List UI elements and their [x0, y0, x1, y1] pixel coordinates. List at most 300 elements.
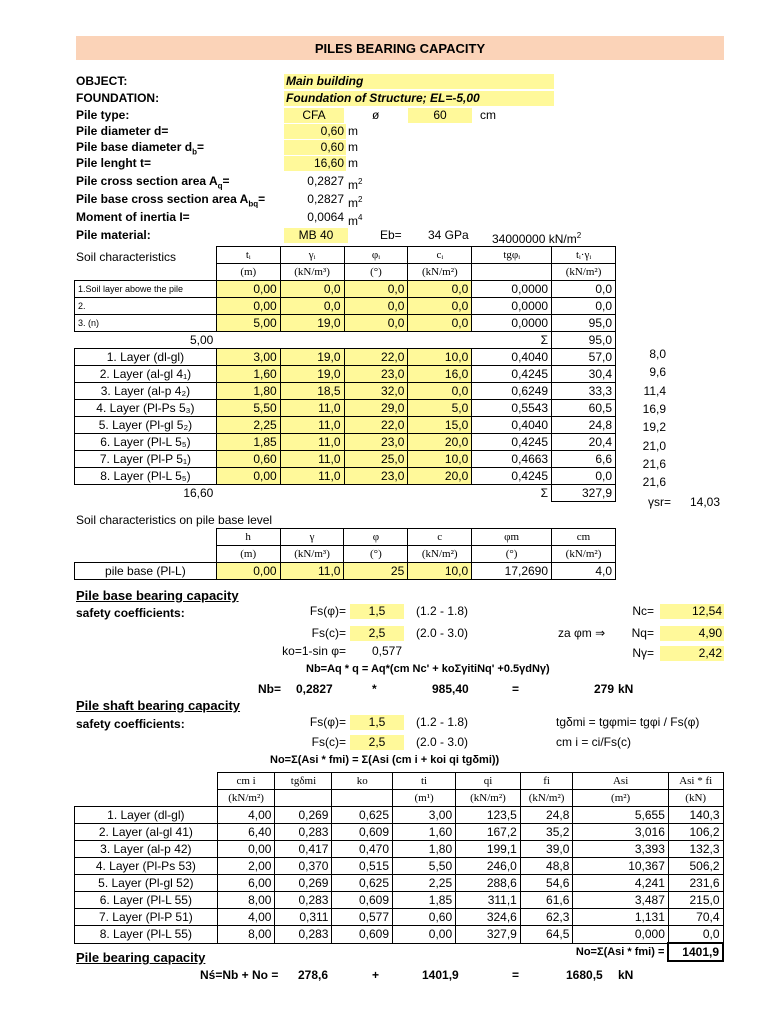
table-cell: 0,283	[275, 892, 332, 909]
base-level-label: Soil characteristics on pile base level	[76, 513, 273, 527]
shaft-unit-q: (kN/m²)	[456, 790, 521, 807]
table-cell: 0,417	[275, 841, 332, 858]
table-cell: 0,4245	[472, 366, 552, 383]
table-row	[75, 400, 616, 417]
base-row-phi: 25	[344, 563, 408, 580]
pile-type-unit: cm	[480, 108, 496, 122]
cross-area-unit: $m^2$	[348, 177, 363, 192]
base-unit-g: (kN/m³)	[280, 546, 344, 563]
page-title: PILES BEARING CAPACITY	[76, 36, 724, 60]
base-header-g: γ	[280, 529, 344, 546]
soil-sum-t: 16,60	[183, 486, 214, 501]
row-label: 6. Layer (Pl-L 55)	[75, 892, 218, 909]
pile-length-unit: m	[348, 156, 358, 170]
soil-header-phi: φᵢ	[344, 247, 408, 264]
table-cell: 0,60	[216, 451, 280, 468]
pile-length-value: 16,60	[284, 156, 346, 171]
table-cell: 0,4040	[472, 349, 552, 366]
base-row-g: 11,0	[280, 563, 344, 580]
table-cell: 24,8	[520, 807, 573, 824]
base-row-h: 0,00	[216, 563, 280, 580]
shaft-capacity-title: Pile shaft bearing capacity	[76, 698, 241, 713]
soil-top-sum-t: 5,00	[189, 333, 214, 347]
row-label: 6. Layer (Pl-L 5₅)	[75, 434, 217, 451]
row-label: 4. Layer (Pl-Ps 5₃)	[75, 400, 217, 417]
shaft-unit-asf: (kN)	[668, 790, 723, 807]
table-cell: 0,0	[552, 281, 616, 298]
nb-formula: Nb=Aq * q = Aq*(cm Nc' + koΣγitiNq' +0.5γdNγ)	[306, 663, 550, 675]
row-label: 8. Layer (Pl-L 5₅)	[75, 468, 217, 485]
inertia-value: 0,0064	[307, 210, 344, 224]
table-row	[75, 468, 616, 485]
shaft-header-ko: ko	[332, 773, 393, 790]
table-cell: 0,269	[275, 807, 332, 824]
table-cell: 0,4245	[472, 434, 552, 451]
table-cell: 123,5	[456, 807, 521, 824]
table-cell: 25,0	[344, 451, 408, 468]
pile-type-diameter: 60	[408, 108, 472, 123]
table-row	[75, 434, 616, 451]
table-cell: 35,2	[520, 824, 573, 841]
total-nb: 278,6	[298, 968, 329, 982]
table-cell: 0,000	[573, 926, 669, 944]
table-row	[75, 892, 724, 909]
shaft-fs-phi-value: 1,5	[350, 715, 404, 730]
table-cell: 5,50	[393, 858, 456, 875]
table-cell: 0,6249	[472, 383, 552, 400]
table-cell: 0,370	[275, 858, 332, 875]
shaft-unit-as: (m²)	[573, 790, 669, 807]
ny-value: 2,42	[660, 646, 724, 661]
table-cell: 6,00	[217, 875, 275, 892]
table-cell: 506,2	[668, 858, 723, 875]
table-cell: 106,2	[668, 824, 723, 841]
table-cell: 0,0	[280, 298, 344, 315]
table-cell: 22,0	[344, 349, 408, 366]
table-cell: 30,4	[552, 366, 616, 383]
table-cell: 0,0	[668, 926, 723, 944]
table-cell: 5,0	[408, 400, 472, 417]
layer-extra-value: 21,0	[642, 438, 666, 453]
table-cell: 62,3	[520, 909, 573, 926]
table-cell: 8,00	[217, 926, 275, 944]
table-cell: 1,85	[393, 892, 456, 909]
table-cell: 0,0	[344, 315, 408, 332]
table-cell: 64,5	[520, 926, 573, 944]
nb-equals: =	[512, 682, 520, 696]
table-cell: 215,0	[668, 892, 723, 909]
nb-value: 279	[593, 682, 614, 696]
base-fs-c-value: 2,5	[350, 626, 404, 641]
base-row-c: 10,0	[408, 563, 472, 580]
nb-aq: 0,2827	[296, 682, 333, 696]
eb-value-kn: 34000000 $kN/m^2$	[492, 231, 582, 246]
table-cell: 0,00	[216, 281, 280, 298]
shaft-header-as: Asi	[573, 773, 669, 790]
shaft-header-q: qi	[456, 773, 521, 790]
pile-base-diameter-value: 0,60	[284, 140, 346, 155]
object-label: OBJECT:	[76, 74, 128, 88]
total-unit: kN	[618, 968, 634, 982]
soil-header-c: cᵢ	[408, 247, 472, 264]
table-row	[75, 824, 724, 841]
layer-extra-value: 11,4	[643, 383, 666, 398]
table-cell: 0,283	[275, 824, 332, 841]
base-unit-phi: (°)	[344, 546, 408, 563]
soil-unit-t: (m)	[216, 264, 280, 281]
table-row	[75, 298, 616, 315]
soil-header-g: γᵢ	[280, 247, 344, 264]
base-capacity-title: Pile base bearing capacity	[76, 588, 239, 603]
table-cell: 39,0	[520, 841, 573, 858]
table-cell: 22,0	[344, 417, 408, 434]
layer-extra-value: 21,6	[642, 456, 666, 471]
soil-top-sum-symbol: Σ	[540, 333, 549, 347]
foundation-label: FOUNDATION:	[76, 91, 160, 105]
total-equals: =	[512, 968, 520, 982]
table-row	[75, 366, 616, 383]
base-header-cm: cm	[552, 529, 616, 546]
row-label: 2. Layer (al-gl 4₁)	[75, 366, 217, 383]
ny-label: Nγ=	[632, 646, 654, 660]
table-cell: 2,25	[216, 417, 280, 434]
pile-diameter-label: Pile diameter d=	[76, 124, 169, 138]
table-cell: 0,609	[332, 824, 393, 841]
table-cell: 24,8	[552, 417, 616, 434]
table-row	[75, 926, 724, 944]
row-label: 5. Layer (Pl-gl 52)	[75, 875, 218, 892]
shaft-unit-tgd	[275, 790, 332, 807]
pile-type-label: Pile type:	[76, 108, 130, 122]
table-cell: 0,0	[280, 281, 344, 298]
table-cell: 23,0	[344, 366, 408, 383]
table-row	[75, 858, 724, 875]
ko-label: ko=1-sin φ=	[282, 644, 346, 658]
total-plus: +	[372, 968, 380, 982]
table-cell: 6,6	[552, 451, 616, 468]
nb-q: 985,40	[432, 682, 469, 696]
table-cell: 0,0	[408, 281, 472, 298]
table-row	[75, 841, 724, 858]
table-cell: 0,00	[393, 926, 456, 944]
soil-table	[74, 246, 616, 502]
no-formula: No=Σ(Asi * fmi) = Σ(Asi (cm i + koi qi tgδmi))	[270, 754, 500, 766]
row-label: 1.Soil layer abowe the pile	[75, 281, 217, 298]
soil-top-rows	[75, 281, 616, 332]
table-cell: 0,470	[332, 841, 393, 858]
table-cell: 0,625	[332, 807, 393, 824]
table-cell: 0,00	[217, 841, 275, 858]
table-cell: 6,40	[217, 824, 275, 841]
total-no: 1401,9	[422, 968, 459, 982]
soil-unit-phi: (°)	[344, 264, 408, 281]
soil-header-tg-product: tᵢ·γᵢ	[552, 247, 616, 264]
table-cell: 0,609	[332, 926, 393, 944]
table-cell: 246,0	[456, 858, 521, 875]
pile-base-diameter-label: Pile base diameter $d_b=$	[76, 140, 204, 157]
row-label: 3. Layer (al-p 4₂)	[75, 383, 217, 400]
table-cell: 32,0	[344, 383, 408, 400]
no-value: 1401,9	[668, 943, 723, 961]
base-header-c: c	[408, 529, 472, 546]
base-fs-phi-range: (1.2 - 1.8)	[416, 604, 469, 618]
shaft-header-t: ti	[393, 773, 456, 790]
table-cell: 324,6	[456, 909, 521, 926]
gamma-sr-label: γsr=	[648, 495, 672, 509]
material-value: MB 40	[284, 228, 348, 243]
shaft-header-asf: Asi * fi	[668, 773, 723, 790]
nq-label: Nq=	[631, 626, 654, 640]
table-cell: 4,241	[573, 875, 669, 892]
shaft-fs-c-value: 2,5	[350, 735, 404, 750]
row-label: 8. Layer (Pl-L 55)	[75, 926, 218, 944]
nb-label: Nb=	[258, 682, 282, 696]
shaft-unit-t: (m¹)	[393, 790, 456, 807]
base-row-cm: 4,0	[552, 563, 616, 580]
table-cell: 0,0	[552, 298, 616, 315]
row-label: 5. Layer (Pl-gl 5₂)	[75, 417, 217, 434]
shaft-table	[74, 772, 724, 962]
table-cell: 140,3	[668, 807, 723, 824]
layer-extra-value: 16,9	[642, 401, 666, 416]
table-cell: 70,4	[668, 909, 723, 926]
layer-extra-value: 19,2	[642, 420, 666, 435]
table-cell: 0,269	[275, 875, 332, 892]
table-cell: 20,0	[408, 468, 472, 485]
table-cell: 311,1	[456, 892, 521, 909]
table-cell: 95,0	[552, 315, 616, 332]
table-cell: 0,515	[332, 858, 393, 875]
table-row	[75, 315, 616, 332]
soil-layer-rows	[75, 349, 616, 485]
table-cell: 0,0	[552, 468, 616, 485]
table-cell: 1,131	[573, 909, 669, 926]
table-cell: 16,0	[408, 366, 472, 383]
table-cell: 57,0	[552, 349, 616, 366]
layer-extra-value: 9,6	[649, 365, 666, 380]
table-cell: 1,85	[216, 434, 280, 451]
nq-value: 4,90	[660, 626, 724, 641]
base-header-phi: φ	[344, 529, 408, 546]
table-cell: 11,0	[280, 468, 344, 485]
pile-type-value: CFA	[284, 108, 344, 123]
eb-value: 34 GPa	[428, 228, 469, 242]
row-label: 3. Layer (al-p 42)	[75, 841, 218, 858]
table-cell: 23,0	[344, 468, 408, 485]
table-cell: 11,0	[280, 451, 344, 468]
table-cell: 0,60	[393, 909, 456, 926]
table-cell: 0,4245	[472, 468, 552, 485]
table-row	[75, 349, 616, 366]
table-cell: 10,0	[408, 451, 472, 468]
table-cell: 0,5543	[472, 400, 552, 417]
base-fs-phi-value: 1,5	[350, 604, 404, 619]
table-cell: 5,00	[216, 315, 280, 332]
row-label: 2. Layer (al-gl 41)	[75, 824, 218, 841]
table-row	[75, 909, 724, 926]
table-cell: 19,0	[280, 315, 344, 332]
row-label: 7. Layer (Pl-P 5₁)	[75, 451, 217, 468]
foundation-value: Foundation of Structure; EL=-5,00	[284, 91, 554, 106]
table-row	[75, 281, 616, 298]
shaft-unit-f: (kN/m²)	[520, 790, 573, 807]
table-cell: 19,0	[280, 349, 344, 366]
table-cell: 0,0	[408, 383, 472, 400]
base-safety-label: safety coefficients:	[76, 606, 185, 620]
layer-extra-value: 8,0	[649, 347, 666, 361]
table-cell: 231,6	[668, 875, 723, 892]
table-cell: 8,00	[217, 892, 275, 909]
shaft-fs-phi-label: Fs(φ)=	[309, 715, 346, 729]
soil-unit-g: (kN/m³)	[280, 264, 344, 281]
gamma-sr-value: 14,03	[689, 495, 720, 509]
table-cell: 3,016	[573, 824, 669, 841]
table-cell: 0,311	[275, 909, 332, 926]
nb-unit: kN	[618, 682, 634, 696]
layer-extra-value: 21,6	[642, 475, 666, 490]
soil-top-sum: 95,0	[552, 332, 616, 349]
object-value: Main building	[284, 74, 554, 89]
diameter-symbol: ø	[372, 108, 380, 122]
table-cell: 61,6	[520, 892, 573, 909]
table-cell: 48,8	[520, 858, 573, 875]
cross-area-value: 0,2827	[307, 174, 344, 188]
table-cell: 1,60	[393, 824, 456, 841]
nc-label: Nc=	[632, 604, 654, 618]
base-fs-phi-label: Fs(φ)=	[309, 604, 346, 618]
table-cell: 18,5	[280, 383, 344, 400]
base-unit-h: (m)	[216, 546, 280, 563]
nc-value: 12,54	[660, 604, 724, 619]
table-cell: 15,0	[408, 417, 472, 434]
table-cell: 0,0	[408, 315, 472, 332]
table-cell: 0,625	[332, 875, 393, 892]
shaft-unit-ko	[332, 790, 393, 807]
table-cell: 0,0	[408, 298, 472, 315]
table-cell: 3,393	[573, 841, 669, 858]
base-unit-c: (kN/m²)	[408, 546, 472, 563]
table-cell: 0,0	[344, 298, 408, 315]
pile-diameter-unit: m	[348, 124, 358, 138]
shaft-header-tgd: tgδmi	[275, 773, 332, 790]
shaft-fs-c-range: (2.0 - 3.0)	[416, 735, 469, 749]
soil-characteristics-label: Soil characteristics	[76, 250, 177, 264]
table-cell: 0,283	[275, 926, 332, 944]
base-fs-c-range: (2.0 - 3.0)	[416, 626, 469, 640]
shaft-fs-c-label: Fs(c)=	[311, 735, 346, 749]
table-cell: 5,50	[216, 400, 280, 417]
table-row	[75, 417, 616, 434]
row-label: 1. Layer (dl-gl)	[75, 349, 217, 366]
inertia-unit: $m^4$	[348, 213, 363, 228]
table-cell: 11,0	[280, 417, 344, 434]
table-row	[75, 451, 616, 468]
total-label: Nś=Nb + No =	[200, 968, 279, 982]
table-cell: 1,60	[216, 366, 280, 383]
base-cross-area-unit: $m^2$	[348, 195, 363, 210]
table-cell: 199,1	[456, 841, 521, 858]
table-cell: 0,577	[332, 909, 393, 926]
table-cell: 167,2	[456, 824, 521, 841]
soil-unit-tg	[472, 264, 552, 281]
table-cell: 3,00	[393, 807, 456, 824]
c-formula: cm i = ci/Fs(c)	[556, 735, 631, 749]
pile-length-label: Pile lenght t=	[76, 156, 152, 170]
table-cell: 2,25	[393, 875, 456, 892]
table-cell: 10,367	[573, 858, 669, 875]
table-cell: 23,0	[344, 434, 408, 451]
base-unit-phim: (°)	[472, 546, 552, 563]
no-label: No=Σ(Asi * fmi) =	[575, 946, 665, 959]
table-row	[75, 807, 724, 824]
table-cell: 0,0	[344, 281, 408, 298]
shaft-rows	[75, 807, 724, 944]
base-row-phim: 17,2690	[472, 563, 552, 580]
table-cell: 11,0	[280, 400, 344, 417]
table-cell: 288,6	[456, 875, 521, 892]
table-cell: 60,5	[552, 400, 616, 417]
shaft-header-f: fi	[520, 773, 573, 790]
table-cell: 11,0	[280, 434, 344, 451]
soil-sum: 327,9	[552, 485, 616, 502]
table-cell: 20,0	[408, 434, 472, 451]
tg-formula: tgδmi = tgφmi= tgφi / Fs(φ)	[556, 715, 700, 729]
table-cell: 0,0000	[472, 315, 552, 332]
base-cross-area-label: Pile base cross section area $A_{bq}=$	[76, 192, 266, 209]
base-unit-cm: (kN/m²)	[552, 546, 616, 563]
table-cell: 54,6	[520, 875, 573, 892]
base-level-row	[75, 563, 616, 580]
table-cell: 10,0	[408, 349, 472, 366]
base-cross-area-value: 0,2827	[307, 192, 344, 206]
table-cell: 20,4	[552, 434, 616, 451]
shaft-safety-label: safety coefficients:	[76, 717, 185, 731]
base-level-table	[74, 528, 616, 580]
za-phim-label: za φm ⇒	[558, 626, 606, 640]
table-cell: 2,00	[217, 858, 275, 875]
soil-sum-symbol: Σ	[540, 486, 549, 501]
pile-base-diameter-unit: m	[348, 140, 358, 154]
table-cell: 4,00	[217, 807, 275, 824]
base-row-name: pile base (Pl-L)	[75, 563, 217, 580]
shaft-unit-cm: (kN/m²)	[217, 790, 275, 807]
nb-star: *	[372, 682, 377, 696]
inertia-label: Moment of inertia I=	[76, 210, 190, 224]
row-label: 1. Layer (dl-gl)	[75, 807, 218, 824]
table-cell: 132,3	[668, 841, 723, 858]
table-cell: 3,487	[573, 892, 669, 909]
table-cell: 33,3	[552, 383, 616, 400]
table-cell: 4,00	[217, 909, 275, 926]
shaft-fs-phi-range: (1.2 - 1.8)	[416, 715, 469, 729]
pile-diameter-value: 0,60	[284, 124, 346, 139]
soil-header-t: tᵢ	[216, 247, 280, 264]
base-header-h: h	[216, 529, 280, 546]
total-title: Pile bearing capacity	[76, 950, 206, 965]
table-cell: 0,00	[216, 298, 280, 315]
ko-value: 0,577	[372, 644, 403, 658]
base-fs-c-label: Fs(c)=	[311, 626, 346, 640]
row-label: 4. Layer (Pl-Ps 53)	[75, 858, 218, 875]
table-cell: 1,80	[393, 841, 456, 858]
table-row	[75, 383, 616, 400]
table-cell: 0,00	[216, 468, 280, 485]
cross-area-label: Pile cross section area $A_q=$	[76, 174, 230, 191]
table-cell: 5,655	[573, 807, 669, 824]
soil-header-tg: tgφᵢ	[472, 247, 552, 264]
row-label: 7. Layer (Pl-P 51)	[75, 909, 218, 926]
table-row	[75, 875, 724, 892]
